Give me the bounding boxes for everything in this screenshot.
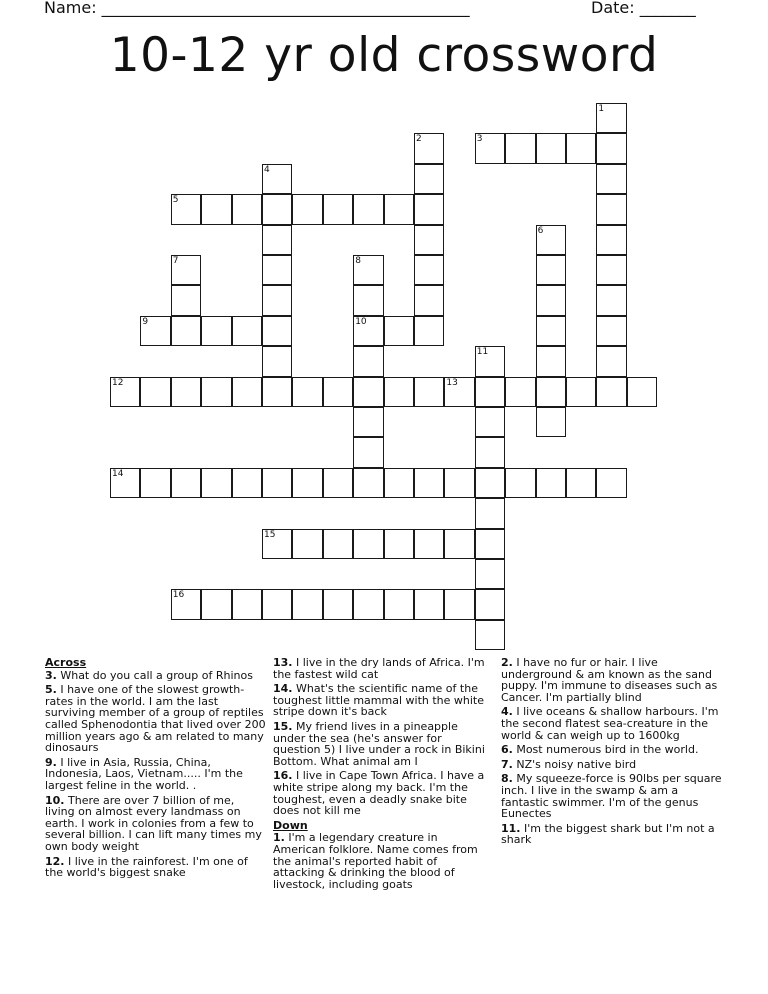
clue-number-label: 13: [446, 377, 458, 388]
grid-cell[interactable]: [475, 559, 505, 589]
grid-cell[interactable]: [536, 133, 566, 163]
grid-cell[interactable]: [292, 589, 322, 619]
grid-cell[interactable]: [536, 407, 566, 437]
grid-cell[interactable]: [384, 194, 414, 224]
grid-cell[interactable]: [140, 377, 170, 407]
grid-cell[interactable]: [353, 437, 383, 467]
grid-cell[interactable]: [444, 529, 474, 559]
grid-cell[interactable]: [353, 194, 383, 224]
grid-cell[interactable]: [566, 377, 596, 407]
clue-number-label: 16: [172, 590, 185, 601]
clue-number: 1.: [273, 831, 285, 845]
clue-number: 5.: [45, 683, 57, 697]
grid-cell[interactable]: [505, 468, 535, 498]
grid-cell[interactable]: [596, 316, 626, 346]
grid-cell[interactable]: [323, 468, 353, 498]
grid-cell[interactable]: [475, 377, 505, 407]
grid-cell[interactable]: [384, 589, 414, 619]
clue-number-label: 4: [264, 164, 270, 175]
grid-cell[interactable]: [414, 164, 444, 194]
clue-item: [45, 670, 267, 682]
grid-cell[interactable]: [262, 225, 292, 255]
clue-number: 13.: [273, 656, 293, 669]
grid-cell[interactable]: [414, 377, 444, 407]
clue-text: I have no fur or hair. I live underground & am known as the sand puppy. I'm immune to diseases such as Cancer. I'm partially blind: [501, 656, 718, 704]
clue-item: [273, 721, 491, 767]
grid-cell[interactable]: [262, 468, 292, 498]
grid-cell[interactable]: [596, 255, 626, 285]
clue-item: [501, 823, 723, 846]
clues-column-2: [273, 657, 491, 893]
grid-cell[interactable]: [323, 194, 353, 224]
grid-cell[interactable]: [475, 407, 505, 437]
grid-cell[interactable]: [384, 468, 414, 498]
grid-cell[interactable]: [384, 529, 414, 559]
clue-item: [501, 744, 723, 756]
grid-cell[interactable]: [323, 377, 353, 407]
grid-cell[interactable]: [414, 194, 444, 224]
clue-text: There are over 7 billion of me, living on almost every landmass on earth. I work in colonies from a few to several billion. I can lift many times my own body weight: [45, 793, 262, 853]
clue-number-label: 1: [598, 104, 605, 114]
grid-cell[interactable]: [414, 285, 444, 315]
grid-cell[interactable]: [201, 316, 231, 346]
clue-number-label: 14: [112, 468, 124, 479]
clue-item: [45, 856, 267, 879]
grid-cell[interactable]: [323, 589, 353, 619]
grid-cell[interactable]: [475, 498, 505, 528]
grid-cell[interactable]: [232, 316, 262, 346]
grid-cell[interactable]: [323, 529, 353, 559]
grid-cell[interactable]: [140, 468, 170, 498]
grid-cell[interactable]: [353, 589, 383, 619]
grid-cell[interactable]: [536, 316, 566, 346]
clue-number: 15.: [273, 719, 293, 733]
grid-cell[interactable]: [475, 620, 505, 650]
grid-cell[interactable]: [232, 589, 262, 619]
grid-cell[interactable]: [444, 589, 474, 619]
clues-column-3: [501, 657, 723, 849]
grid-cell[interactable]: [262, 285, 292, 315]
grid-cell[interactable]: [353, 407, 383, 437]
grid-cell[interactable]: [627, 377, 657, 407]
clue-item: [273, 657, 491, 680]
across-clue-list-continued: [273, 657, 491, 817]
grid-cell[interactable]: [414, 225, 444, 255]
grid-cell[interactable]: [292, 529, 322, 559]
grid-cell[interactable]: [353, 468, 383, 498]
clue-number-label: 8: [355, 256, 361, 266]
grid-cell[interactable]: [596, 346, 626, 376]
grid-cell[interactable]: [384, 316, 414, 346]
grid-cell[interactable]: [596, 225, 626, 255]
grid-cell[interactable]: [262, 316, 292, 346]
clue-number: 3.: [45, 668, 57, 682]
grid-cell[interactable]: [201, 589, 231, 619]
date-field-label: Date: _______: [591, 0, 696, 17]
clue-item: [273, 832, 491, 890]
grid-cell[interactable]: [353, 529, 383, 559]
grid-cell[interactable]: [262, 346, 292, 376]
grid-cell[interactable]: [201, 377, 231, 407]
grid-cell[interactable]: [475, 437, 505, 467]
clue-number-label: 7: [172, 256, 179, 266]
clue-number-label: 15: [264, 529, 276, 540]
grid-cell[interactable]: [566, 133, 596, 163]
clue-number: 10.: [45, 793, 65, 807]
grid-cell[interactable]: [384, 377, 414, 407]
grid-cell[interactable]: [353, 285, 383, 315]
grid-cell[interactable]: [414, 316, 444, 346]
clue-number-label: 3: [476, 134, 483, 145]
clues-column-1: [45, 657, 267, 882]
grid-cell[interactable]: [292, 194, 322, 224]
grid-cell[interactable]: [232, 468, 262, 498]
grid-cell[interactable]: [353, 346, 383, 376]
clue-item: [45, 684, 267, 754]
grid-cell[interactable]: [536, 468, 566, 498]
grid-cell[interactable]: [536, 346, 566, 376]
grid-cell[interactable]: [475, 468, 505, 498]
clue-number-label: 5: [172, 195, 179, 206]
clue-number-label: 6: [537, 225, 544, 236]
grid-cell[interactable]: [232, 194, 262, 224]
grid-cell[interactable]: [596, 133, 626, 163]
clue-item: [45, 757, 267, 792]
grid-cell[interactable]: [262, 255, 292, 285]
clue-text: I live in Asia, Russia, China, Indonesia, Laos, Vietnam..... I'm the largest feline in the world. .: [45, 755, 243, 792]
clue-number-label: 12: [112, 377, 124, 388]
clue-text: I'm the biggest shark but I'm not a shark: [501, 821, 715, 847]
clue-text: My friend lives in a pineapple under the sea (he's answer for question 5) I live under a rock in Bikini Bottom. What animal am I: [273, 719, 485, 768]
grid-cell[interactable]: [414, 529, 444, 559]
down-clue-list: [273, 832, 491, 890]
name-field-label: Name: ______________________________________________: [44, 0, 470, 17]
grid-cell[interactable]: [232, 377, 262, 407]
clue-text: I'm a legendary creature in American folklore. Name comes from the animal's reported habit of attacking & drinking the blood of livestock, including goats: [273, 831, 478, 891]
across-heading: Across: [45, 656, 87, 669]
clue-text: I live in Cape Town Africa. I have a white stripe along my back. I'm the toughest, even a deadly snake bite does not kill me: [273, 769, 485, 818]
grid-cell[interactable]: [201, 468, 231, 498]
clue-number: 11.: [501, 821, 521, 835]
grid-cell[interactable]: [505, 133, 535, 163]
clue-item: [501, 773, 723, 819]
clue-text: Most numerous bird in the world.: [512, 743, 699, 757]
clue-text: I live in the dry lands of Africa. I'm the fastest wild cat: [273, 656, 485, 681]
grid-cell[interactable]: [414, 468, 444, 498]
clue-item: [501, 706, 723, 741]
grid-cell[interactable]: [262, 194, 292, 224]
clue-item: [501, 657, 723, 703]
clue-text: I live oceans & shallow harbours. I'm the second flatest sea-creature in the world & can weigh up to 1600kg: [501, 705, 719, 742]
grid-cell[interactable]: [536, 255, 566, 285]
grid-cell[interactable]: [262, 589, 292, 619]
grid-cell[interactable]: [414, 589, 444, 619]
clue-text: What do you call a group of Rhinos: [56, 668, 253, 682]
clue-number-label: 9: [142, 316, 149, 327]
clue-item: [501, 759, 723, 771]
grid-cell[interactable]: [596, 164, 626, 194]
grid-cell[interactable]: [536, 377, 566, 407]
grid-cell[interactable]: [596, 285, 626, 315]
down-clue-list-continued: [501, 657, 723, 846]
page-title: 10-12 yr old crossword: [109, 28, 659, 83]
clue-number-label: 10: [355, 316, 367, 327]
clue-text: I live in the rainforest. I'm one of the world's biggest snake: [45, 854, 248, 880]
clue-number: 14.: [273, 682, 293, 696]
grid-cell[interactable]: [171, 468, 201, 498]
grid-cell[interactable]: [201, 194, 231, 224]
clue-number: 4.: [501, 705, 513, 719]
clue-item: [273, 683, 491, 718]
grid-cell[interactable]: [414, 255, 444, 285]
clue-item: [45, 795, 267, 853]
grid-cell[interactable]: [262, 377, 292, 407]
grid-cell[interactable]: [444, 468, 474, 498]
grid-cell[interactable]: [171, 285, 201, 315]
down-heading: Down: [273, 818, 308, 832]
clue-text: I have one of the slowest growth-rates in the world. I am the last surviving member of a group of reptiles called Sphenodontia that lived over 200 million years ago & am related to many dinosaurs: [45, 683, 266, 755]
clue-text: NZ's noisy native bird: [512, 757, 637, 771]
grid-cell[interactable]: [596, 377, 626, 407]
grid-cell[interactable]: [566, 468, 596, 498]
grid-cell[interactable]: [536, 285, 566, 315]
grid-cell[interactable]: [171, 316, 201, 346]
grid-cell[interactable]: [505, 377, 535, 407]
clue-number: 2.: [501, 656, 513, 669]
grid-cell[interactable]: [171, 377, 201, 407]
clue-number: 16.: [273, 769, 293, 783]
clue-text: What's the scientific name of the toughest little mammal with the white stripe down it's back: [273, 682, 485, 719]
clue-number: 7.: [501, 757, 513, 771]
clue-text: My squeeze-force is 90lbs per square inch. I live in the swamp & am a fantastic swimmer. I'm of the genus Eunectes: [501, 772, 722, 821]
grid-cell[interactable]: [596, 194, 626, 224]
clue-number: 9.: [45, 755, 57, 769]
clue-number: 8.: [501, 772, 513, 786]
across-clue-list: [45, 670, 267, 879]
clue-number-label: 11: [476, 347, 489, 358]
grid-cell[interactable]: [475, 589, 505, 619]
clue-item: [273, 770, 491, 816]
grid-cell[interactable]: [292, 468, 322, 498]
clue-number-label: 2: [416, 134, 422, 145]
grid-cell[interactable]: [475, 529, 505, 559]
clue-number: 12.: [45, 854, 65, 868]
grid-cell[interactable]: [596, 468, 626, 498]
clue-number: 6.: [501, 743, 513, 757]
grid-cell[interactable]: [353, 377, 383, 407]
grid-cell[interactable]: [292, 377, 322, 407]
